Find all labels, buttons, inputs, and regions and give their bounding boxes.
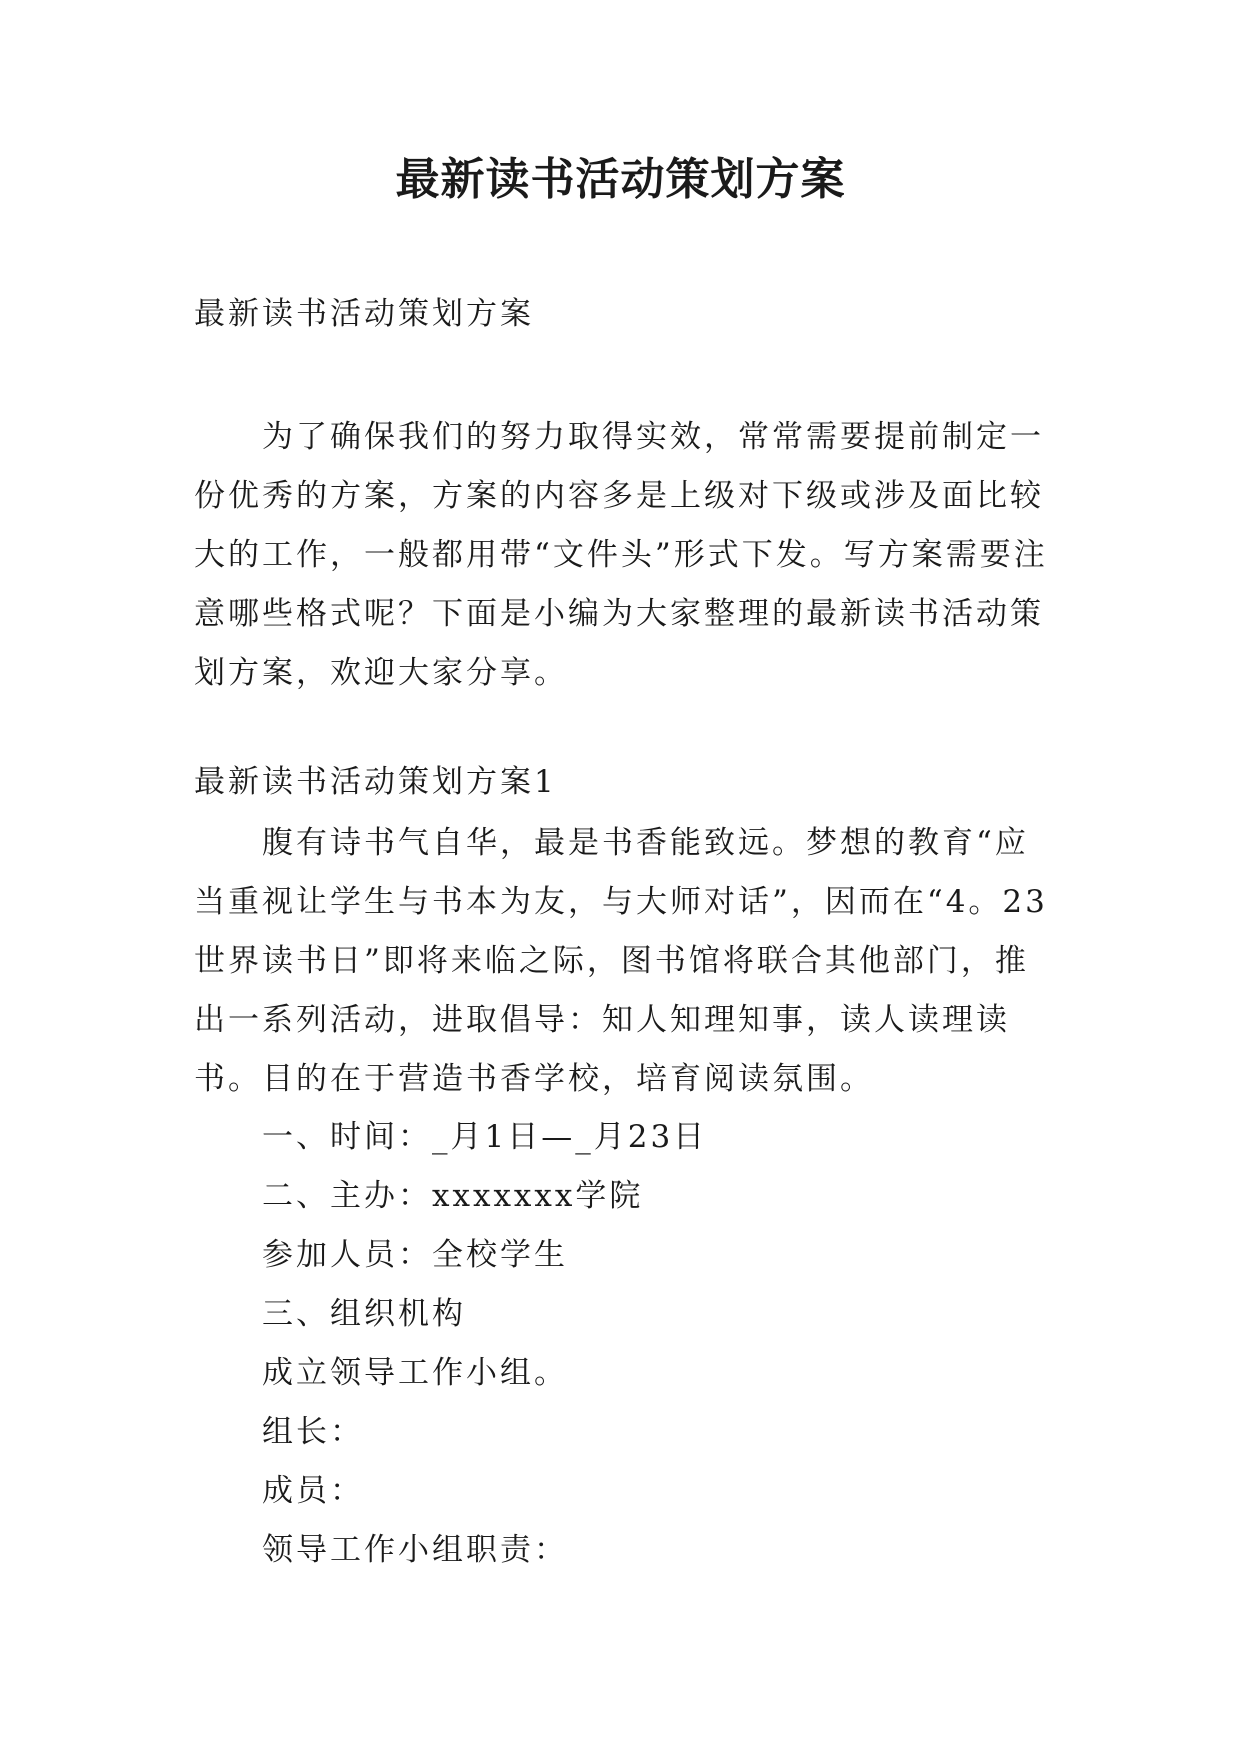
list-item: 三、组织机构 bbox=[262, 1296, 466, 1332]
plan-items-list bbox=[262, 1108, 1062, 1580]
list-item: 二、主办：xxxxxxx学院 bbox=[262, 1178, 644, 1214]
intro-paragraph: 为了确保我们的努力取得实效，常常需要提前制定一份优秀的方案，方案的内容多是上级对下级或涉及面比较大的工作，一般都用带“文件头”形式下发。写方案需要注意哪些格式呢？下面是小编为大家整理的最新读书活动策划方案，欢迎大家分享。 bbox=[194, 419, 1048, 691]
section-heading: 最新读书活动策划方案1 bbox=[194, 764, 557, 800]
list-item: 成立领导工作小组。 bbox=[262, 1355, 568, 1391]
list-item: 领导工作小组职责： bbox=[262, 1532, 568, 1568]
list-item: 一、时间：_月1日—_月23日 bbox=[262, 1119, 708, 1155]
list-item: 参加人员：全校学生 bbox=[262, 1237, 568, 1273]
list-item: 成员： bbox=[262, 1473, 364, 1509]
document-subtitle: 最新读书活动策划方案 bbox=[194, 296, 534, 332]
section-paragraph: 腹有诗书气自华，最是书香能致远。梦想的教育“应当重视让学生与书本为友，与大师对话”，因而在“4。23世界读书日”即将来临之际，图书馆将联合其他部门，推出一系列活动，进取倡导：知人知理知事，读人读理读书。目的在于营造书香学校，培育阅读氛围。 bbox=[194, 825, 1048, 1097]
list-item: 组长： bbox=[262, 1414, 364, 1450]
document-title: 最新读书活动策划方案 bbox=[395, 154, 846, 205]
